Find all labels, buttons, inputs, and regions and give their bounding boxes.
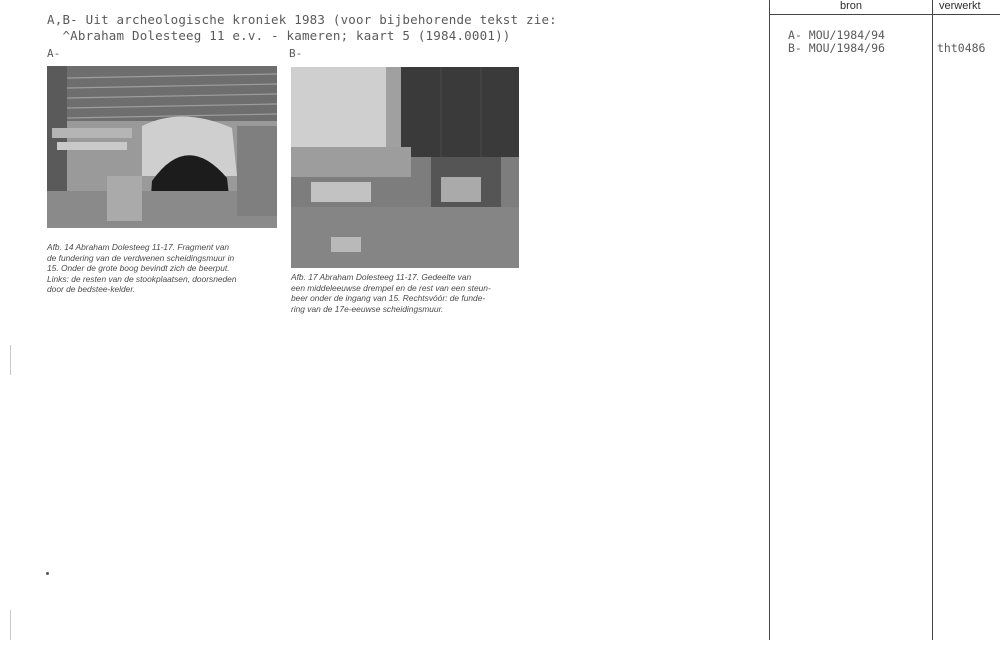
- column-header-verwerkt: verwerkt: [939, 0, 981, 12]
- caption-line: 15. Onder de grote boog bevindt zich de beerput.: [47, 263, 230, 274]
- figure-a-label: A-: [47, 47, 61, 60]
- caption-line: Afb. 14 Abraham Dolesteeg 11-17. Fragment van: [47, 242, 230, 252]
- table-header-rule: [769, 14, 1000, 15]
- header-line-1: A,B- Uit archeologische kroniek 1983 (voor bijbehorende tekst zie:: [47, 12, 557, 27]
- caption-line: door de bedstee-kelder.: [47, 284, 136, 295]
- table-divider: [932, 0, 933, 640]
- header-line-2: ^Abraham Dolesteeg 11 e.v. - kameren; kaart 5 (1984.0001)): [47, 28, 511, 43]
- photo-threshold-buttress: [291, 67, 519, 268]
- column-header-bron: bron: [840, 0, 863, 12]
- caption-line: Links: de resten van de stookplaatsen, doorsneden: [47, 273, 237, 284]
- caption-line: de fundering van de verdwenen scheidingsmuur in: [47, 252, 235, 263]
- scan-speck: [46, 572, 49, 575]
- caption-line: beer onder de ingang van 15. Rechtsvóór: de funde-: [291, 293, 486, 304]
- table-divider: [769, 0, 770, 640]
- register-row-bron: A- MOU/1984/94: [788, 28, 885, 42]
- scan-margin-mark: [10, 610, 11, 640]
- photo-foundation-arch: [47, 66, 277, 228]
- caption-line: Afb. 17 Abraham Dolesteeg 11-17. Gedeelte van: [291, 272, 472, 282]
- figure-b-caption: [291, 272, 520, 314]
- register-row-verwerkt: tht0486: [937, 41, 986, 55]
- caption-line: ring van de 17e-eeuwse scheidingsmuur.: [291, 303, 444, 314]
- scan-margin-mark: [10, 345, 11, 375]
- register-row-bron: B- MOU/1984/96: [788, 41, 885, 55]
- figure-b-label: B-: [289, 47, 303, 60]
- caption-line: een middeleeuwse drempel en de rest van een steun-: [291, 282, 491, 293]
- figure-a-caption: [47, 242, 278, 295]
